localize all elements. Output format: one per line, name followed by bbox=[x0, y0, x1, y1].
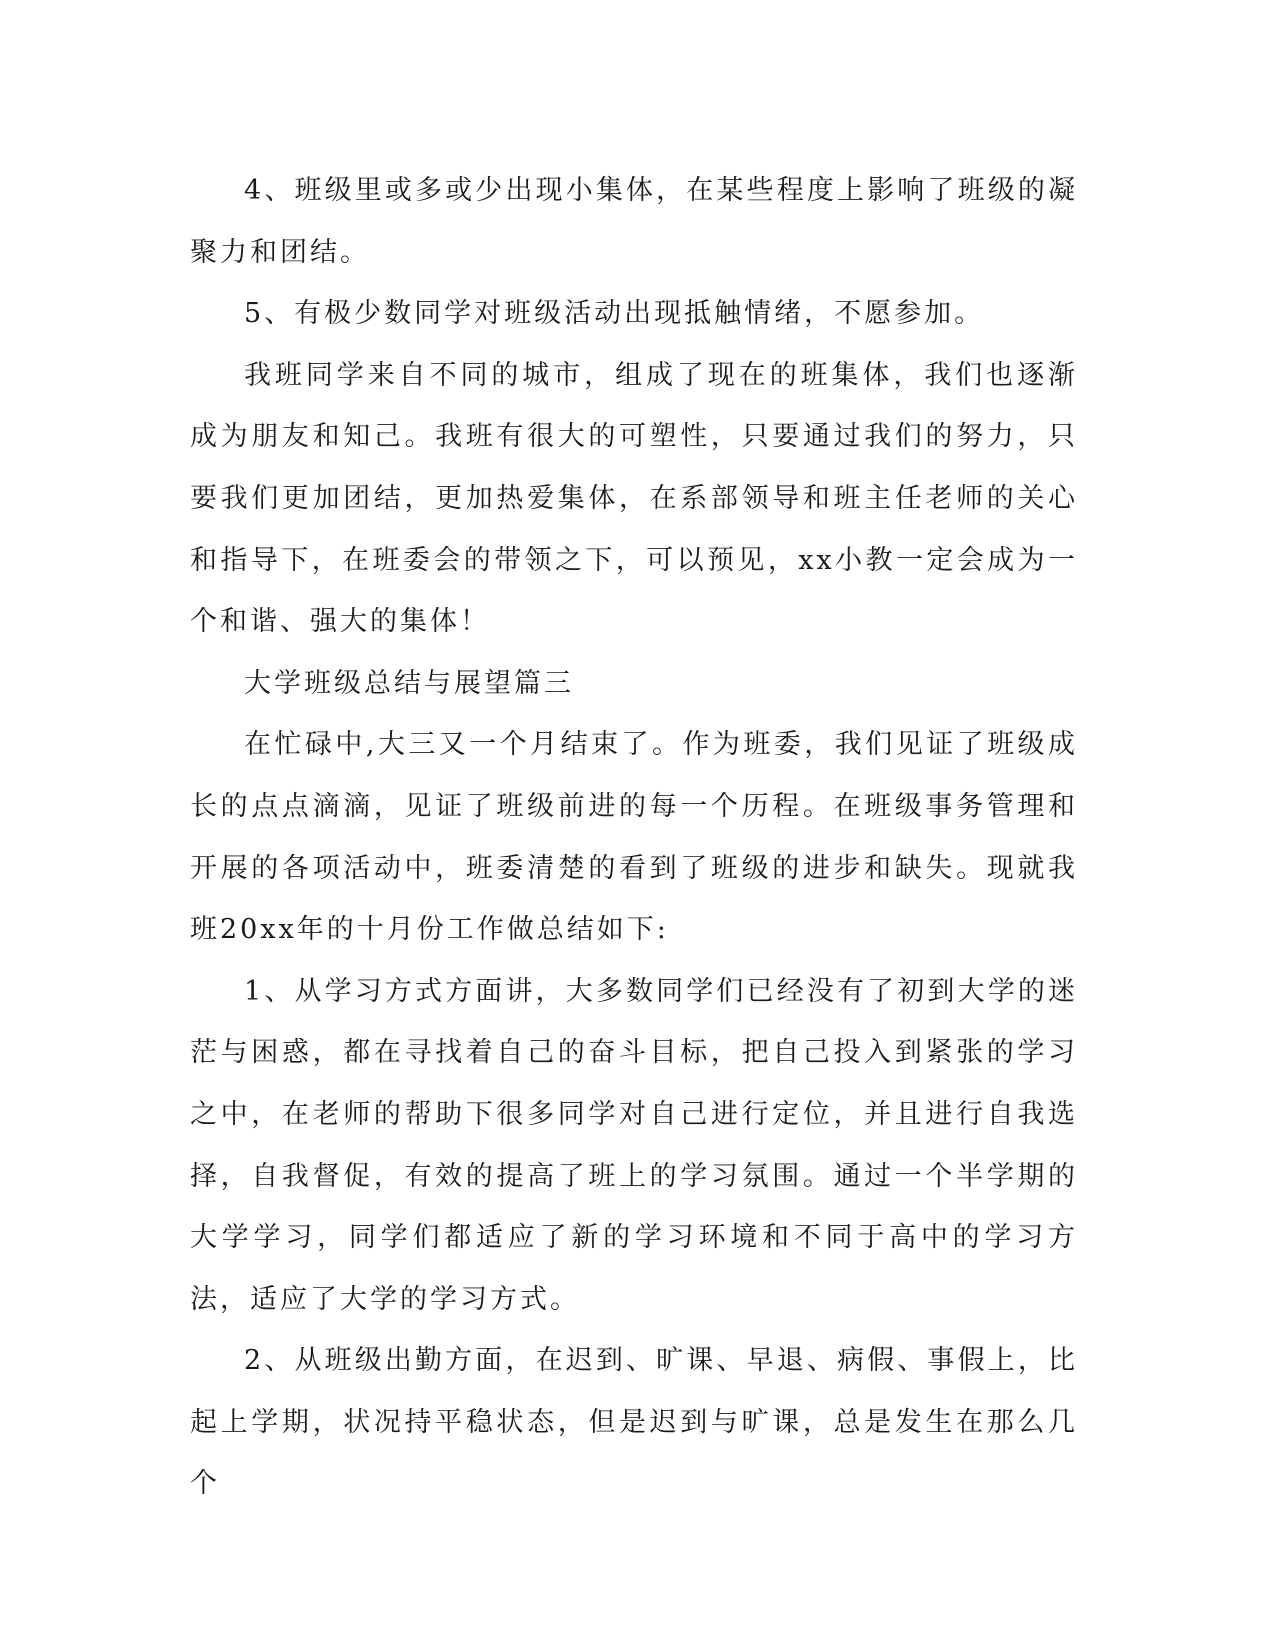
paragraph-item-5: 5、有极少数同学对班级活动出现抵触情绪，不愿参加。 bbox=[244, 298, 985, 330]
paragraph-study-method: 1、从学习方式方面讲，大多数同学们已经没有了初到大学的迷茫与困惑，都在寻找着自己的奋斗目标，把自己投入到紧张的学习之中，在老师的帮助下很多同学对自己进行定位，并且进行自我选择，自我督促，有效的提高了班上的学习氛围。通过一个半学期的大学学习，同学们都适应了新的学习环境和不同于高中的学习方法，适应了大学的学习方式。 bbox=[190, 975, 1078, 1315]
paragraph-item-4: 4、班级里或多或少出现小集体，在某些程度上影响了班级的凝聚力和团结。 bbox=[190, 175, 1078, 268]
paragraph-intro: 在忙碌中,大三又一个月结束了。作为班委，我们见证了班级成长的点点滴滴，见证了班级前进的每一个历程。在班级事务管理和开展的各项活动中，班委清楚的看到了班级的进步和缺失。现就我班20xx年的十月份工作做总结如下: bbox=[190, 729, 1078, 946]
paragraph-attendance: 2、从班级出勤方面，在迟到、旷课、早退、病假、事假上，比起上学期，状况持平稳状态，但是迟到与旷课，总是发生在那么几个 bbox=[190, 1345, 1078, 1500]
paragraph-class-outlook: 我班同学来自不同的城市，组成了现在的班集体，我们也逐渐成为朋友和知己。我班有很大的可塑性，只要通过我们的努力，只要我们更加团结，更加热爱集体，在系部领导和班主任老师的关心和指导下，在班委会的带领之下，可以预见，xx小教一定会成为一个和谐、强大的集体！ bbox=[190, 359, 1078, 638]
document-body bbox=[190, 160, 1078, 1515]
section-heading: 大学班级总结与展望篇三 bbox=[244, 667, 574, 699]
